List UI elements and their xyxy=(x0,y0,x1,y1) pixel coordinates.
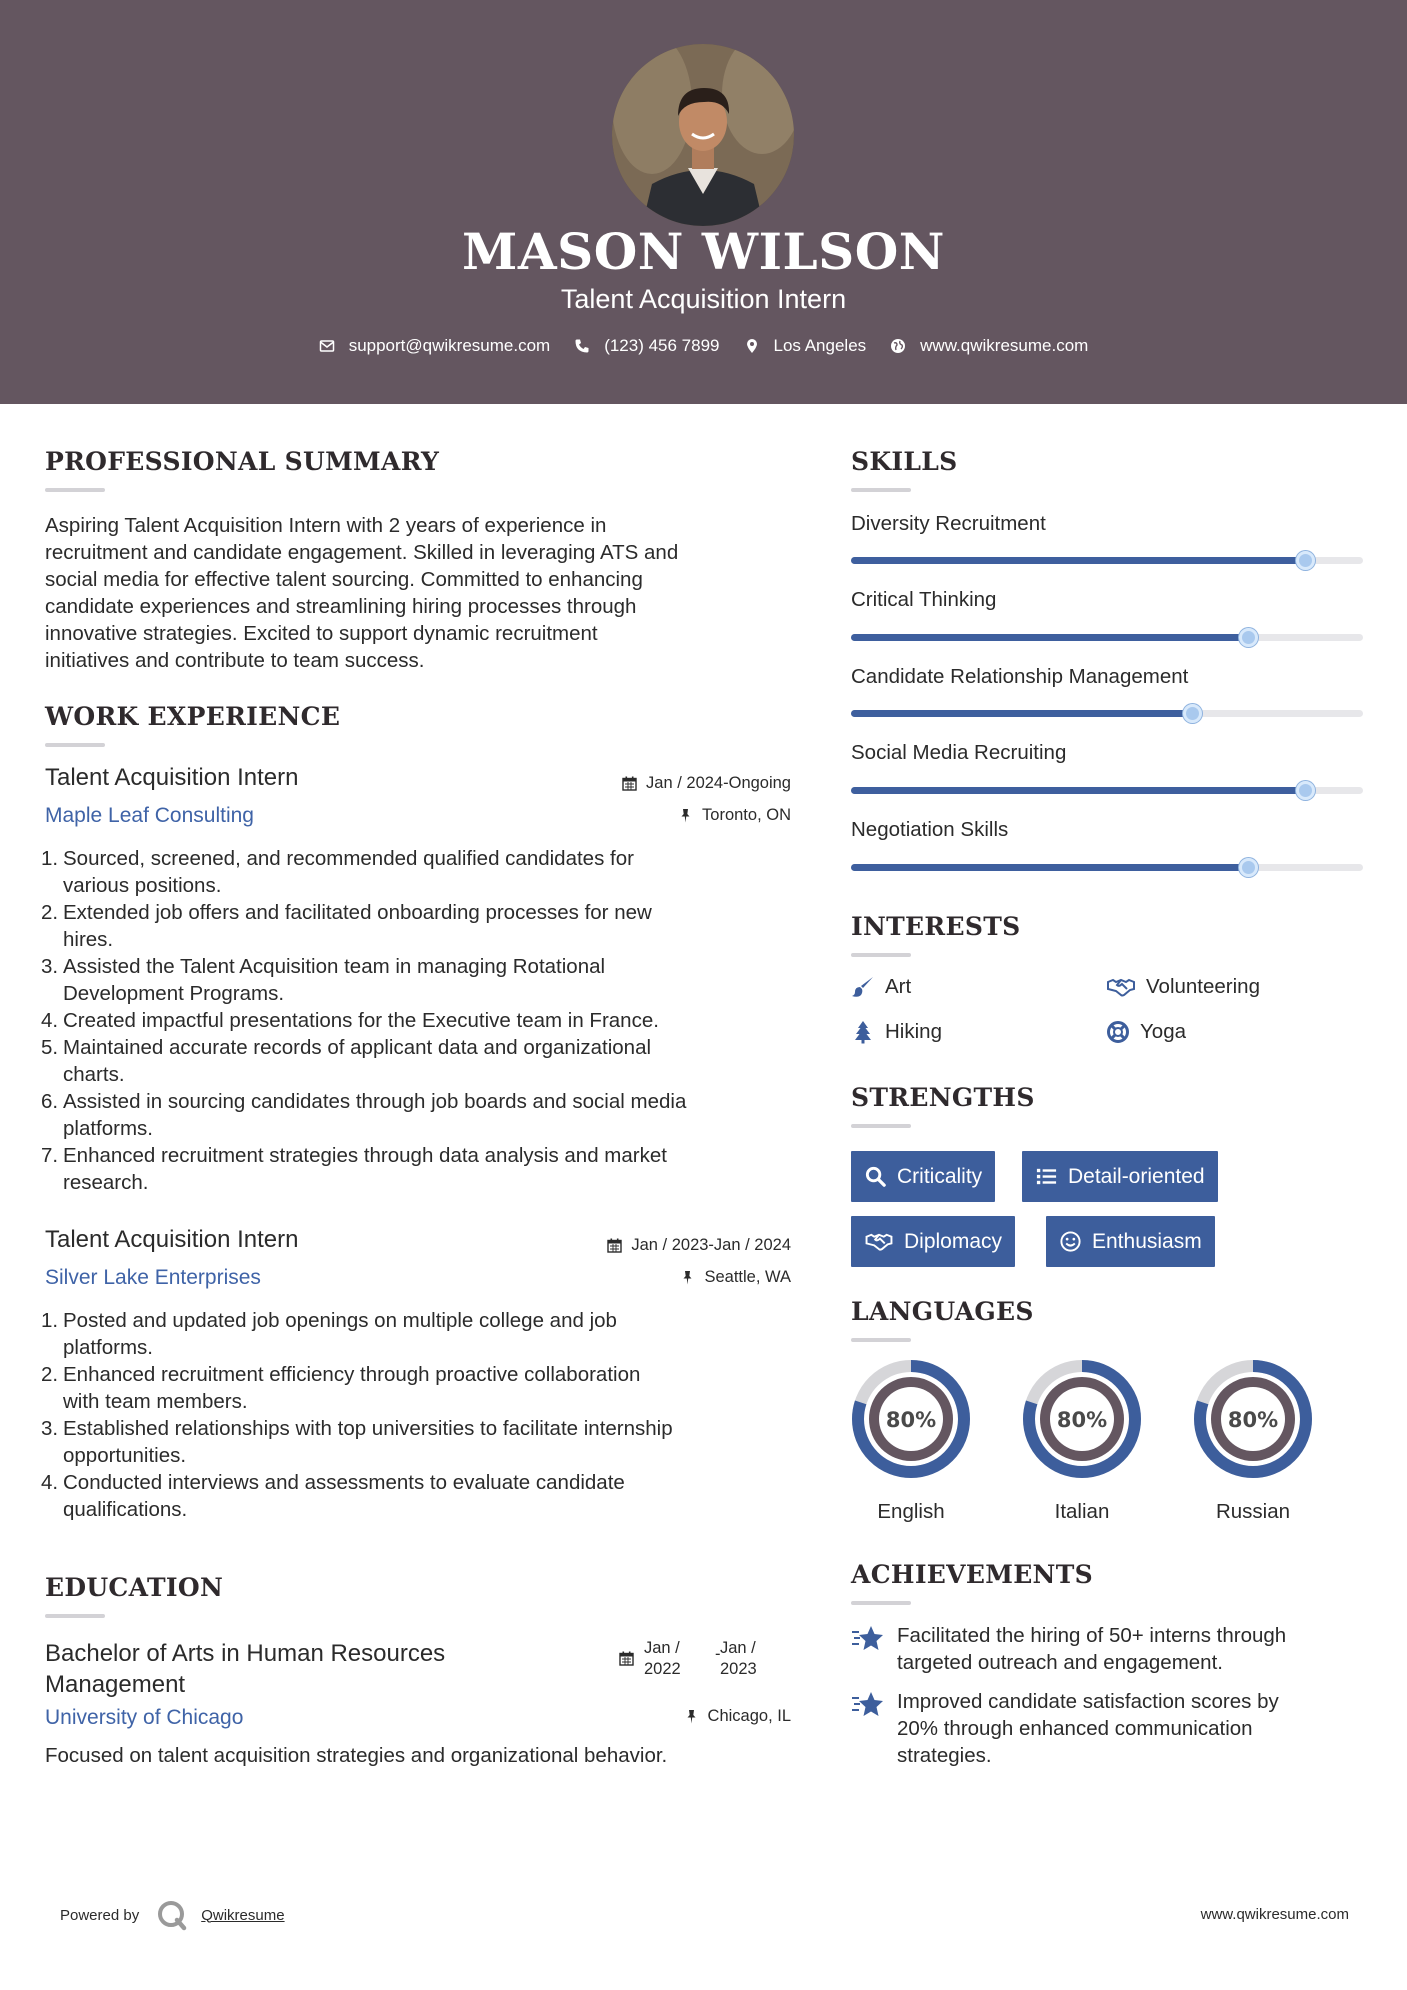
list-item: 2. Enhanced recruitment efficiency through proactive collaboration with team members. xyxy=(41,1363,641,1413)
job-dates xyxy=(622,774,791,793)
degree-name xyxy=(45,1638,445,1700)
skill-bar xyxy=(851,710,1363,717)
achievements-rule xyxy=(851,1601,911,1605)
contact-website-text: www.qwikresume.com xyxy=(920,336,1089,355)
skill-bar xyxy=(851,634,1363,641)
education-location-text: Chicago, IL xyxy=(707,1707,791,1725)
summary-text xyxy=(45,512,805,674)
pushpin-icon xyxy=(684,1709,699,1724)
job-duties-list xyxy=(36,845,796,1196)
handshake-icon xyxy=(1106,975,1136,999)
job-duties-list xyxy=(36,1307,796,1523)
skill-label: Social Media Recruiting xyxy=(851,741,1067,764)
list-item: 4. Created impactful presentations for the Executive team in France. xyxy=(41,1009,659,1032)
language-item xyxy=(1021,1358,1143,1523)
summary-line: recruitment and candidate engagement. Skilled in leveraging ATS and xyxy=(45,541,679,564)
skill-bar-handle xyxy=(1296,781,1315,800)
qwikresume-logo-icon xyxy=(155,1898,189,1932)
interest-item xyxy=(851,975,911,999)
profile-photo xyxy=(612,44,794,226)
search-icon xyxy=(864,1165,887,1188)
language-progress-ring xyxy=(1192,1358,1314,1480)
map-pin-icon xyxy=(744,338,760,354)
interest-label: Hiking xyxy=(885,1020,942,1043)
skill-bar-fill xyxy=(851,557,1307,564)
degree-line: Management xyxy=(45,1671,186,1698)
language-item xyxy=(850,1358,972,1523)
language-progress-ring xyxy=(850,1358,972,1480)
contact-email[interactable] xyxy=(319,336,551,356)
degree-line: Bachelor of Arts in Human Resources xyxy=(45,1640,446,1667)
strengths-rule xyxy=(851,1124,911,1128)
education-end: Jan / 2023 xyxy=(720,1639,757,1678)
achievement-text: Facilitated the hiring of 50+ interns through targeted outreach and engagement. xyxy=(897,1624,1287,1674)
list-icon xyxy=(1035,1165,1058,1188)
handshake-icon xyxy=(864,1230,894,1253)
achievement-item xyxy=(851,1622,1371,1676)
strength-chip xyxy=(851,1151,995,1202)
summary-line: social media for effective talent sourcing. Committed to enhancing xyxy=(45,568,643,591)
language-name: Russian xyxy=(1215,1500,1291,1523)
list-item: 2. Extended job offers and facilitated onboarding processes for new hires. xyxy=(41,901,652,951)
language-percent: 80% xyxy=(1056,1408,1108,1432)
list-item: 1. Posted and updated job openings on multiple college and job platforms. xyxy=(41,1309,617,1359)
language-name: English xyxy=(877,1500,945,1523)
job-dates xyxy=(607,1236,791,1255)
skill-bar-fill xyxy=(851,710,1194,717)
job-dates-text: Jan / 2023-Jan / 2024 xyxy=(631,1236,791,1254)
job-dates-text: Jan / 2024-Ongoing xyxy=(646,774,791,792)
interest-item xyxy=(851,1020,942,1044)
contact-phone-text: (123) 456 7899 xyxy=(604,336,720,355)
list-item: 3. Assisted the Talent Acquisition team in managing Rotational Development Programs. xyxy=(41,955,606,1005)
language-progress-ring xyxy=(1021,1358,1143,1480)
footer-powered-by xyxy=(60,1898,285,1932)
list-item: 3. Established relationships with top universities to facilitate internship opportunities. xyxy=(41,1417,673,1467)
strength-chip xyxy=(851,1216,1015,1267)
contact-location xyxy=(744,336,867,356)
skill-bar-handle xyxy=(1183,704,1202,723)
pushpin-icon xyxy=(680,1270,695,1285)
skill-bar xyxy=(851,787,1363,794)
language-percent: 80% xyxy=(885,1408,937,1432)
education-rule xyxy=(45,1614,105,1618)
interest-item xyxy=(1106,1020,1186,1044)
language-name: Italian xyxy=(1054,1500,1110,1523)
interest-item xyxy=(1106,975,1260,999)
powered-by-label: Powered by xyxy=(60,1906,140,1924)
achievement-text: Improved candidate satisfaction scores by 20% through enhanced communication strategies. xyxy=(897,1690,1279,1767)
paint-brush-icon xyxy=(851,975,875,999)
strength-label: Detail-oriented xyxy=(1068,1164,1205,1188)
achievements-title: ACHIEVEMENTS xyxy=(851,1560,1093,1589)
summary-line: initiatives and contribute to team success. xyxy=(45,649,425,672)
star-icon xyxy=(851,1690,885,1720)
profile-photo-image xyxy=(612,44,794,226)
skill-bar-handle xyxy=(1239,628,1258,647)
candidate-name: MASON WILSON xyxy=(462,222,945,281)
list-item: 6. Assisted in sourcing candidates through job boards and social media platforms. xyxy=(41,1090,687,1140)
language-percent: 80% xyxy=(1227,1408,1279,1432)
languages-title: LANGUAGES xyxy=(851,1297,1034,1326)
company-name[interactable]: Silver Lake Enterprises xyxy=(45,1266,261,1289)
interests-rule xyxy=(851,953,911,957)
skill-label: Candidate Relationship Management xyxy=(851,665,1189,688)
education-title: EDUCATION xyxy=(45,1573,224,1602)
life-ring-icon xyxy=(1106,1020,1130,1044)
skill-bar-fill xyxy=(851,864,1250,871)
strength-label: Enthusiasm xyxy=(1092,1229,1202,1253)
summary-title: PROFESSIONAL SUMMARY xyxy=(45,447,440,476)
list-item: 5. Maintained accurate records of applicant data and organizational charts. xyxy=(41,1036,652,1086)
phone-icon xyxy=(574,338,590,354)
list-item: 7. Enhanced recruitment strategies through data analysis and market research. xyxy=(41,1144,667,1194)
job-title: Talent Acquisition Intern xyxy=(45,764,299,791)
strength-label: Diplomacy xyxy=(904,1229,1003,1253)
footer-brand-link[interactable]: Qwikresume xyxy=(201,1906,285,1924)
strength-label: Criticality xyxy=(897,1164,983,1188)
strength-chip xyxy=(1022,1151,1218,1202)
star-icon xyxy=(851,1624,885,1654)
language-item xyxy=(1192,1358,1314,1523)
calendar-icon xyxy=(607,1238,622,1253)
education-start: Jan / 2022 xyxy=(644,1639,681,1678)
interest-label: Art xyxy=(885,975,912,998)
skill-label: Diversity Recruitment xyxy=(851,512,1046,535)
education-location xyxy=(684,1707,791,1726)
footer-website-link[interactable]: www.qwikresume.com xyxy=(1200,1906,1349,1923)
calendar-icon xyxy=(622,776,637,791)
education-description: Focused on talent acquisition strategies and organizational behavior. xyxy=(45,1744,668,1767)
globe-icon xyxy=(890,338,906,354)
list-item: 4. Conducted interviews and assessments to evaluate candidate qualifications. xyxy=(41,1471,625,1521)
interest-label: Volunteering xyxy=(1146,975,1260,998)
achievement-item xyxy=(851,1688,1371,1769)
envelope-icon xyxy=(319,338,335,354)
skill-bar-handle xyxy=(1296,551,1315,570)
contact-email-text: support@qwikresume.com xyxy=(348,336,551,355)
skill-bar-handle xyxy=(1239,858,1258,877)
pushpin-icon xyxy=(678,808,693,823)
job-location xyxy=(680,1268,791,1287)
smile-icon xyxy=(1059,1230,1082,1253)
skill-bar xyxy=(851,557,1363,564)
summary-line: innovative strategies. Excited to support dynamic recruitment xyxy=(45,622,598,645)
company-name[interactable]: Maple Leaf Consulting xyxy=(45,804,254,827)
strength-chip xyxy=(1046,1216,1215,1267)
job-location-text: Seattle, WA xyxy=(704,1268,791,1286)
school-name[interactable]: University of Chicago xyxy=(45,1706,244,1729)
contact-website[interactable] xyxy=(890,336,1088,356)
job-location-text: Toronto, ON xyxy=(702,806,791,824)
tree-icon xyxy=(851,1020,875,1044)
contact-phone[interactable] xyxy=(574,336,719,356)
experience-rule xyxy=(45,743,105,747)
contact-location-text: Los Angeles xyxy=(773,336,867,355)
skill-label: Negotiation Skills xyxy=(851,818,1009,841)
skill-label: Critical Thinking xyxy=(851,588,997,611)
strengths-title: STRENGTHS xyxy=(851,1083,1035,1112)
summary-line: Aspiring Talent Acquisition Intern with 2 years of experience in xyxy=(45,514,607,537)
resume-header xyxy=(0,0,1407,404)
interests-title: INTERESTS xyxy=(851,912,1021,941)
education-date-separator: - xyxy=(715,1645,721,1663)
skill-bar-fill xyxy=(851,787,1307,794)
summary-rule xyxy=(45,488,105,492)
list-item: 1. Sourced, screened, and recommended qualified candidates for various positions. xyxy=(41,847,634,897)
skills-title: SKILLS xyxy=(851,447,958,476)
experience-title: WORK EXPERIENCE xyxy=(45,702,341,731)
skill-bar-fill xyxy=(851,634,1250,641)
candidate-role: Talent Acquisition Intern xyxy=(560,284,847,314)
job-location xyxy=(678,806,791,825)
job-title: Talent Acquisition Intern xyxy=(45,1226,299,1253)
languages-rule xyxy=(851,1338,911,1342)
calendar-icon xyxy=(619,1651,634,1666)
summary-line: candidate experiences and streamlining hiring processes through xyxy=(45,595,637,618)
interest-label: Yoga xyxy=(1140,1020,1186,1043)
contact-bar xyxy=(0,336,1407,356)
skills-rule xyxy=(851,488,911,492)
skill-bar xyxy=(851,864,1363,871)
